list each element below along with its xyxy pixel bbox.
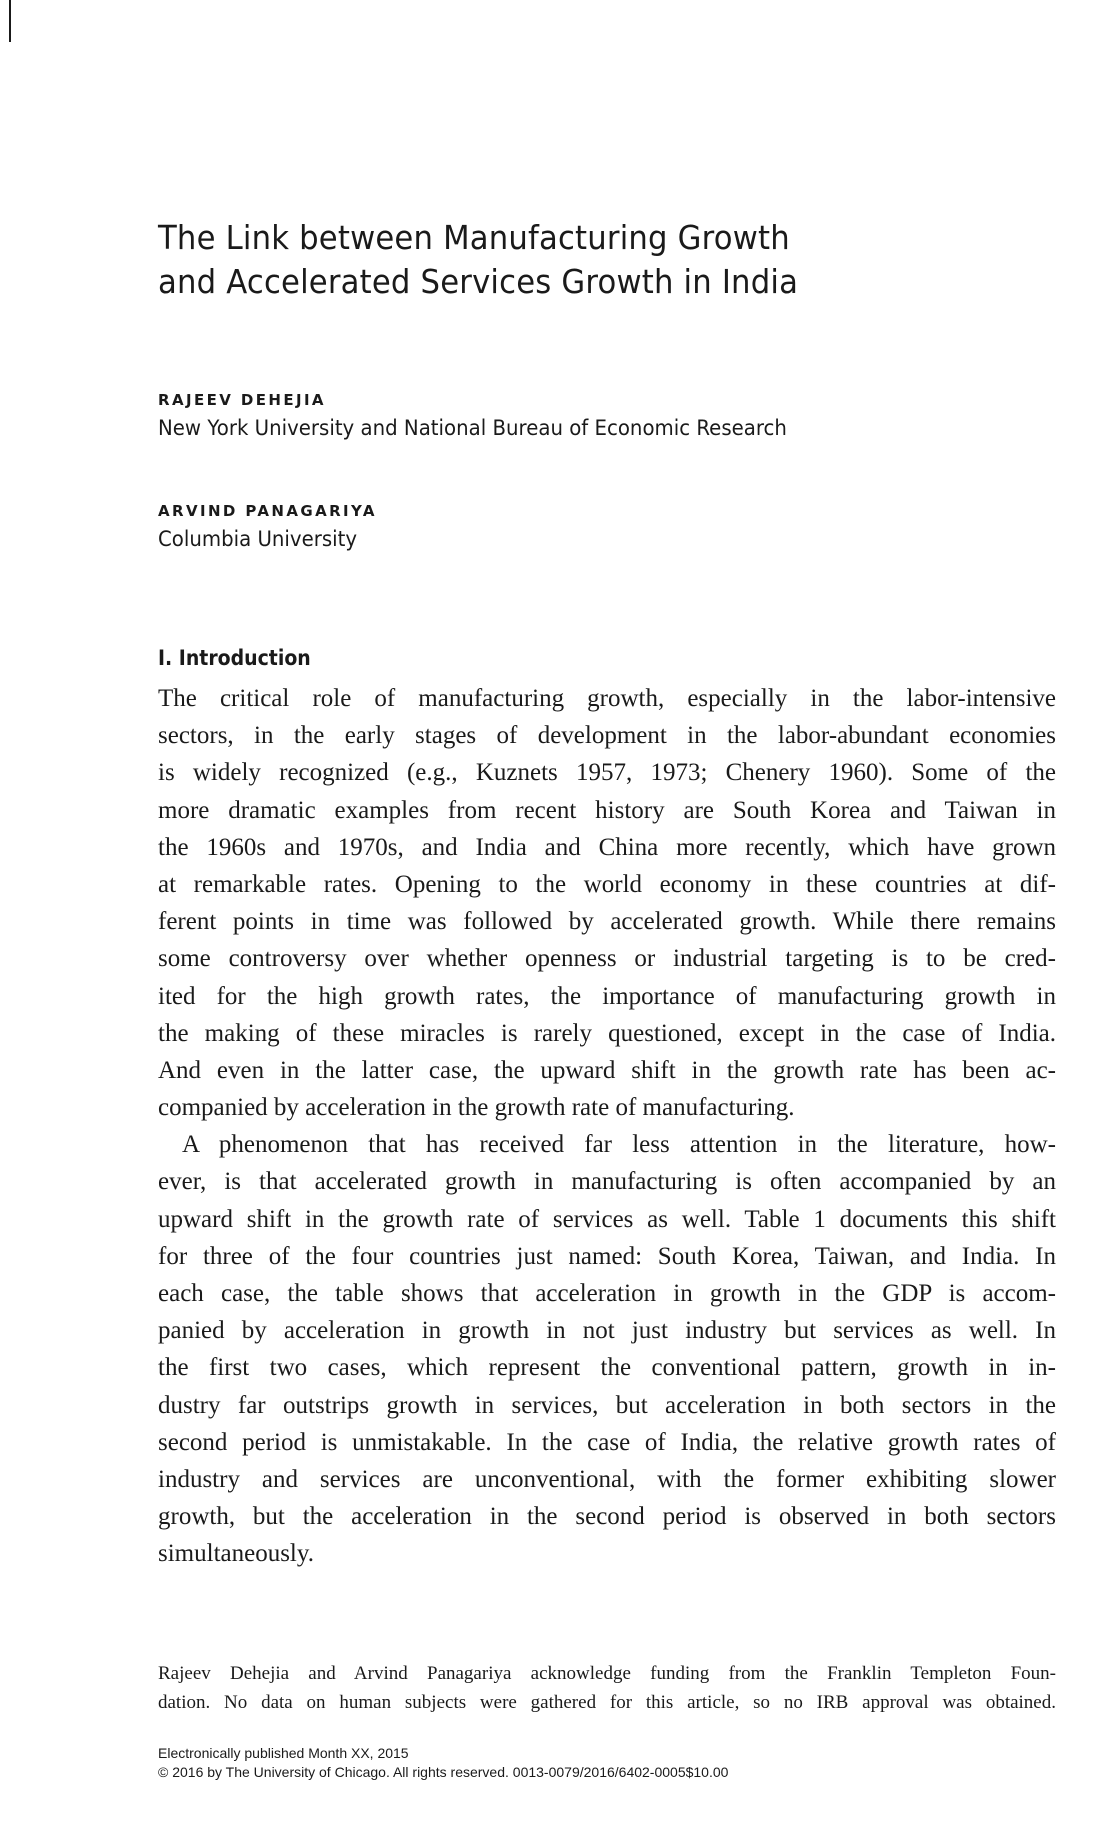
copyright-notice: © 2016 by The University of Chicago. All rights reserved. 0013-0079/2016/6402-0005$10.00	[158, 1764, 729, 1780]
crop-mark	[9, 0, 11, 42]
text-line: panied by acceleration in growth in not just industry but services as well. In	[158, 1317, 1056, 1345]
text-line: more dramatic examples from recent history are South Korea and Taiwan in	[158, 796, 1056, 824]
text-line: second period is unmistakable. In the case of India, the relative growth rates of	[158, 1428, 1056, 1456]
text-line: is widely recognized (e.g., Kuznets 1957, 1973; Chenery 1960). Some of the	[158, 759, 1056, 787]
text-line: each case, the table shows that acceleration in growth in the GDP is accom-	[158, 1280, 1056, 1307]
text-line: at remarkable rates. Opening to the world economy in these countries at dif-	[158, 870, 1056, 898]
footnote-line: Rajeev Dehejia and Arvind Panagariya acknowledge funding from the Franklin Templeton Foun-	[158, 1663, 1056, 1684]
title-line-2: and Accelerated Services Growth in India	[158, 262, 799, 301]
author-affiliation-1: New York University and National Bureau of Economic Research	[158, 416, 787, 440]
text-line: sectors, in the early stages of development in the labor-abundant economies	[158, 722, 1056, 750]
text-line: The critical role of manufacturing growth, especially in the labor-intensive	[158, 685, 1056, 712]
text-line: ferent points in time was followed by accelerated growth. While there remains	[158, 908, 1056, 936]
acknowledgment-footnote	[158, 1659, 1058, 1717]
text-line: A phenomenon that has received far less attention in the literature, how-	[182, 1131, 1056, 1159]
text-line: some controversy over whether openness or industrial targeting is to be cred-	[158, 945, 1056, 973]
text-line: for three of the four countries just named: South Korea, Taiwan, and India. In	[158, 1242, 1056, 1270]
text-line: the 1960s and 1970s, and India and China more recently, which have grown	[158, 833, 1056, 861]
text-line: ever, is that accelerated growth in manufacturing is often accompanied by an	[158, 1168, 1056, 1196]
paragraph-1	[158, 680, 1058, 1126]
text-line: simultaneously.	[158, 1540, 315, 1568]
author-name-1: RAJEEV DEHEJIA	[158, 391, 326, 409]
text-line: ited for the high growth rates, the importance of manufacturing growth in	[158, 982, 1056, 1010]
text-line: And even in the latter case, the upward shift in the growth rate has been ac-	[158, 1056, 1056, 1084]
electronic-publication-date: Electronically published Month XX, 2015	[158, 1745, 409, 1761]
author-name-2: ARVIND PANAGARIYA	[158, 502, 377, 520]
section-heading: I. Introduction	[158, 646, 311, 670]
title-line-1: The Link between Manufacturing Growth	[158, 218, 790, 257]
text-line: upward shift in the growth rate of services as well. Table 1 documents this shift	[158, 1205, 1056, 1233]
author-affiliation-2: Columbia University	[158, 527, 358, 551]
body-text	[158, 680, 1058, 1573]
text-line: the first two cases, which represent the conventional pattern, growth in in-	[158, 1354, 1056, 1382]
publication-info	[158, 1744, 728, 1782]
text-line: industry and services are unconventional, with the former exhibiting slower	[158, 1465, 1056, 1493]
text-line: growth, but the acceleration in the second period is observed in both sectors	[158, 1503, 1056, 1531]
paragraph-2	[158, 1126, 1058, 1572]
footnote-line: dation. No data on human subjects were gathered for this article, so no IRB approval was obtained.	[158, 1692, 1056, 1713]
text-line: companied by acceleration in the growth rate of manufacturing.	[158, 1094, 795, 1122]
text-line: dustry far outstrips growth in services, but acceleration in both sectors in the	[158, 1391, 1056, 1419]
text-line: the making of these miracles is rarely questioned, except in the case of India.	[158, 1019, 1056, 1047]
article-title	[158, 216, 798, 304]
